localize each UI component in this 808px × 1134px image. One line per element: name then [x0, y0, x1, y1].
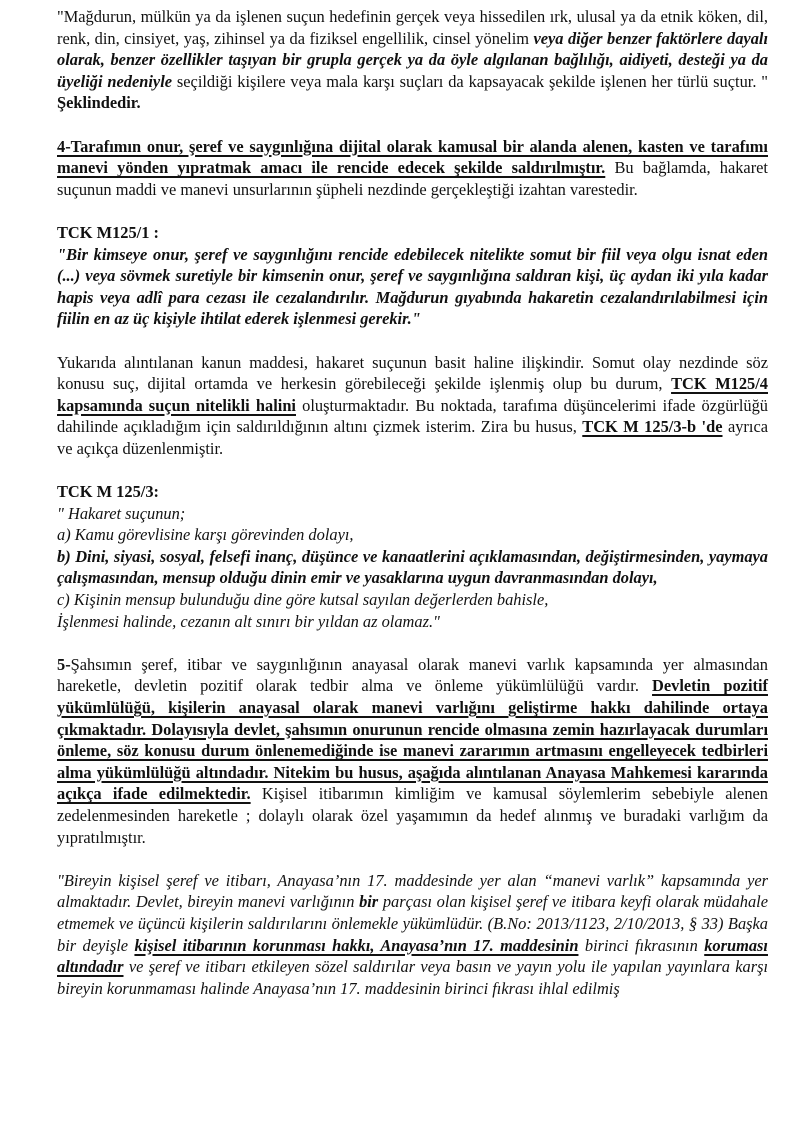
spacer	[57, 330, 768, 352]
underlined-bold-text: 4-Tarafımın onur, şeref ve saygınlığına dijital olarak kamusal bir alanda alenen, kasten ve tarafımı manevi yönden yıpratmak amacı ile rencide edecek şekilde saldırılmıştır.	[57, 136, 768, 178]
spacer	[57, 848, 768, 870]
text-run: seçildiği kişilere veya mala karşı suçları da kapsayacak şekilde işlenen her türlü suçtur. "	[172, 71, 768, 91]
quote-line: a) Kamu görevlisine karşı görevinden dolayı,	[57, 525, 354, 545]
quote-tck-125-1: "Bir kimseye onur, şeref ve saygınlığını rencide edebilecek nitelikte somut bir fiil veya olgu isnat eden (...) veya sövmek suretiyle bir kimsenin onur, şeref ve saygınlığına saldıran kişi, üç aydan iki yıla kadar hapis veya adlî para cezası ile cezalandırılır. Mağdurun gıyabında hakaretin cezalandırılabilmesi için fiilin en az üç kişiyle ihtilat ederek işlenmesi gerekir."	[57, 244, 768, 329]
section-heading-tck-125-1: TCK M125/1 :	[57, 222, 159, 242]
quote-line: " Hakaret suçunun;	[57, 503, 186, 523]
text-run: ve şeref ve itibarı etkileyen sözel saldırılar veya basın ve yayın yolu ile yapılan yayınlara karşı bireyin korunmaması halinde Anayasa’nın 17. maddesinin birinci fıkrası ihlal edilmiş	[57, 957, 768, 998]
bold-text: Şeklindedir.	[57, 93, 141, 113]
text-run: "Mağdurun, mülkün ya da işlenen suçun hedefinin gerçek veya hissedilen ırk, ulusal ya da etnik köken, dil, renk, din, cinsiyet, yaş, zihinsel ya da fiziksel engellilik, cinsel yönelim	[57, 7, 768, 48]
quote-line-emphasis: b) Dini, siyasi, sosyal, felsefi inanç, düşünce ve kanaatlerini açıklamasından, değiştirmesinden, yaymaya çalışmasından, mensup olduğu dinin emir ve yasaklarına uygun davranmasından dolayı,	[57, 546, 768, 588]
section-heading-tck-125-3: TCK M 125/3:	[57, 482, 159, 502]
text-run: ayrıca ve açıkça düzenlenmiştir.	[57, 417, 768, 458]
paragraph-item-4	[57, 136, 768, 201]
text-run: parçası olan kişisel şeref ve itibara keyfi olarak müdahale etmemek ve üçüncü kişilerin saldırılarını önlemekle yükümlüdür. (B.No: 2013/1123, 2/10/2013, § 33) Başka bir deyişle	[57, 892, 768, 955]
quote-line: c) Kişinin mensup bulunduğu dine göre kutsal sayılan değerlerden bahisle,	[57, 590, 549, 610]
text-run: Bu bağlamda, hakaret suçunun maddi ve manevi unsurlarının şüpheli nezdinde gerçekleştiği izahtan varestedir.	[57, 158, 768, 199]
paragraph-item-5	[57, 654, 768, 848]
underlined-bold-text: kişisel itibarının korunması hakkı, Anayasa’nın 17. maddesinin	[134, 935, 579, 955]
paragraph-law-explanation	[57, 352, 768, 460]
item-number: 5-	[57, 654, 71, 674]
emphasis-text: veya diğer benzer faktörlere dayalı olarak, benzer özellikler taşıyan bir grupla gerçek ya da öyle algılanan bağlılığı, aidiyeti, desteği ya da üyeliği nedeniyle	[57, 28, 768, 91]
spacer	[57, 200, 768, 222]
spacer	[57, 459, 768, 481]
underlined-bold-text: Devletin pozitif yükümlülüğü, kişilerin anayasal olarak manevi varlığını geliştirme hakkı dahilinde ortaya çıkmaktadır. Dolayısıyla devlet, şahsımın onurunun rencide olmasına zemin hazırlayacak durumları önleme, söz konusu durum önlenemediğinde ise manevi zararımın artmasını engelleyecek tedbirleri alma yükümlülüğü altındadır. Nitekim bu husus, aşağıda alıntılanan Anayasa Mahkemesi kararında açıkça ifade edilmektedir.	[57, 676, 768, 804]
bold-text: bir	[359, 892, 379, 912]
paragraph-hate-crime-definition	[57, 6, 768, 114]
text-run: oluşturmaktadır. Bu noktada, tarafıma düşüncelerimi ifade özgürlüğü dahilinde açıkladığım için saldırıldığının altını çizmek isterim. Zira bu husus,	[57, 395, 768, 437]
text-run: birinci fıkrasının	[578, 935, 705, 955]
spacer	[57, 632, 768, 654]
text-run: "Bireyin kişisel şeref ve itibarı, Anayasa’nın 17. maddesinde yer alan “manevi varlık” kapsamında yer almaktadır. Devlet, bireyin manevi varlığının	[57, 870, 768, 912]
quote-constitutional-court	[57, 870, 768, 1000]
underlined-bold-text: koruması altındadır	[57, 935, 768, 977]
text-run: Yukarıda alıntılanan kanun maddesi, hakaret suçunun basit haline ilişkindir. Somut olay nezdinde söz konusu suç, dijital ortamda ve herkesin görebileceği şekilde işlenmiş olup bu durum,	[57, 352, 768, 394]
underlined-bold-text: TCK M125/4 kapsamında suçun nitelikli halini	[57, 374, 768, 415]
quote-line: İşlenmesi halinde, cezanın alt sınırı bir yıldan az olamaz."	[57, 611, 440, 631]
text-run: Şahsımın şeref, itibar ve saygınlığının anayasal olarak manevi varlık kapsamında yer almasından hareketle, devletin pozitif olarak tedbir alma ve önleme yükümlülüğü vardır.	[57, 654, 768, 696]
spacer	[57, 114, 768, 136]
text-run: Kişisel itibarımın kimliğim ve kamusal söylemlerim sebebiyle alenen zedelenmesinden hareketle ; dolaylı olarak özel yaşamımın da hedef alınmış ve buradaki varlığım da yıpratılmıştır.	[57, 784, 768, 847]
underlined-bold-text: TCK M 125/3-b 'de	[582, 417, 723, 437]
